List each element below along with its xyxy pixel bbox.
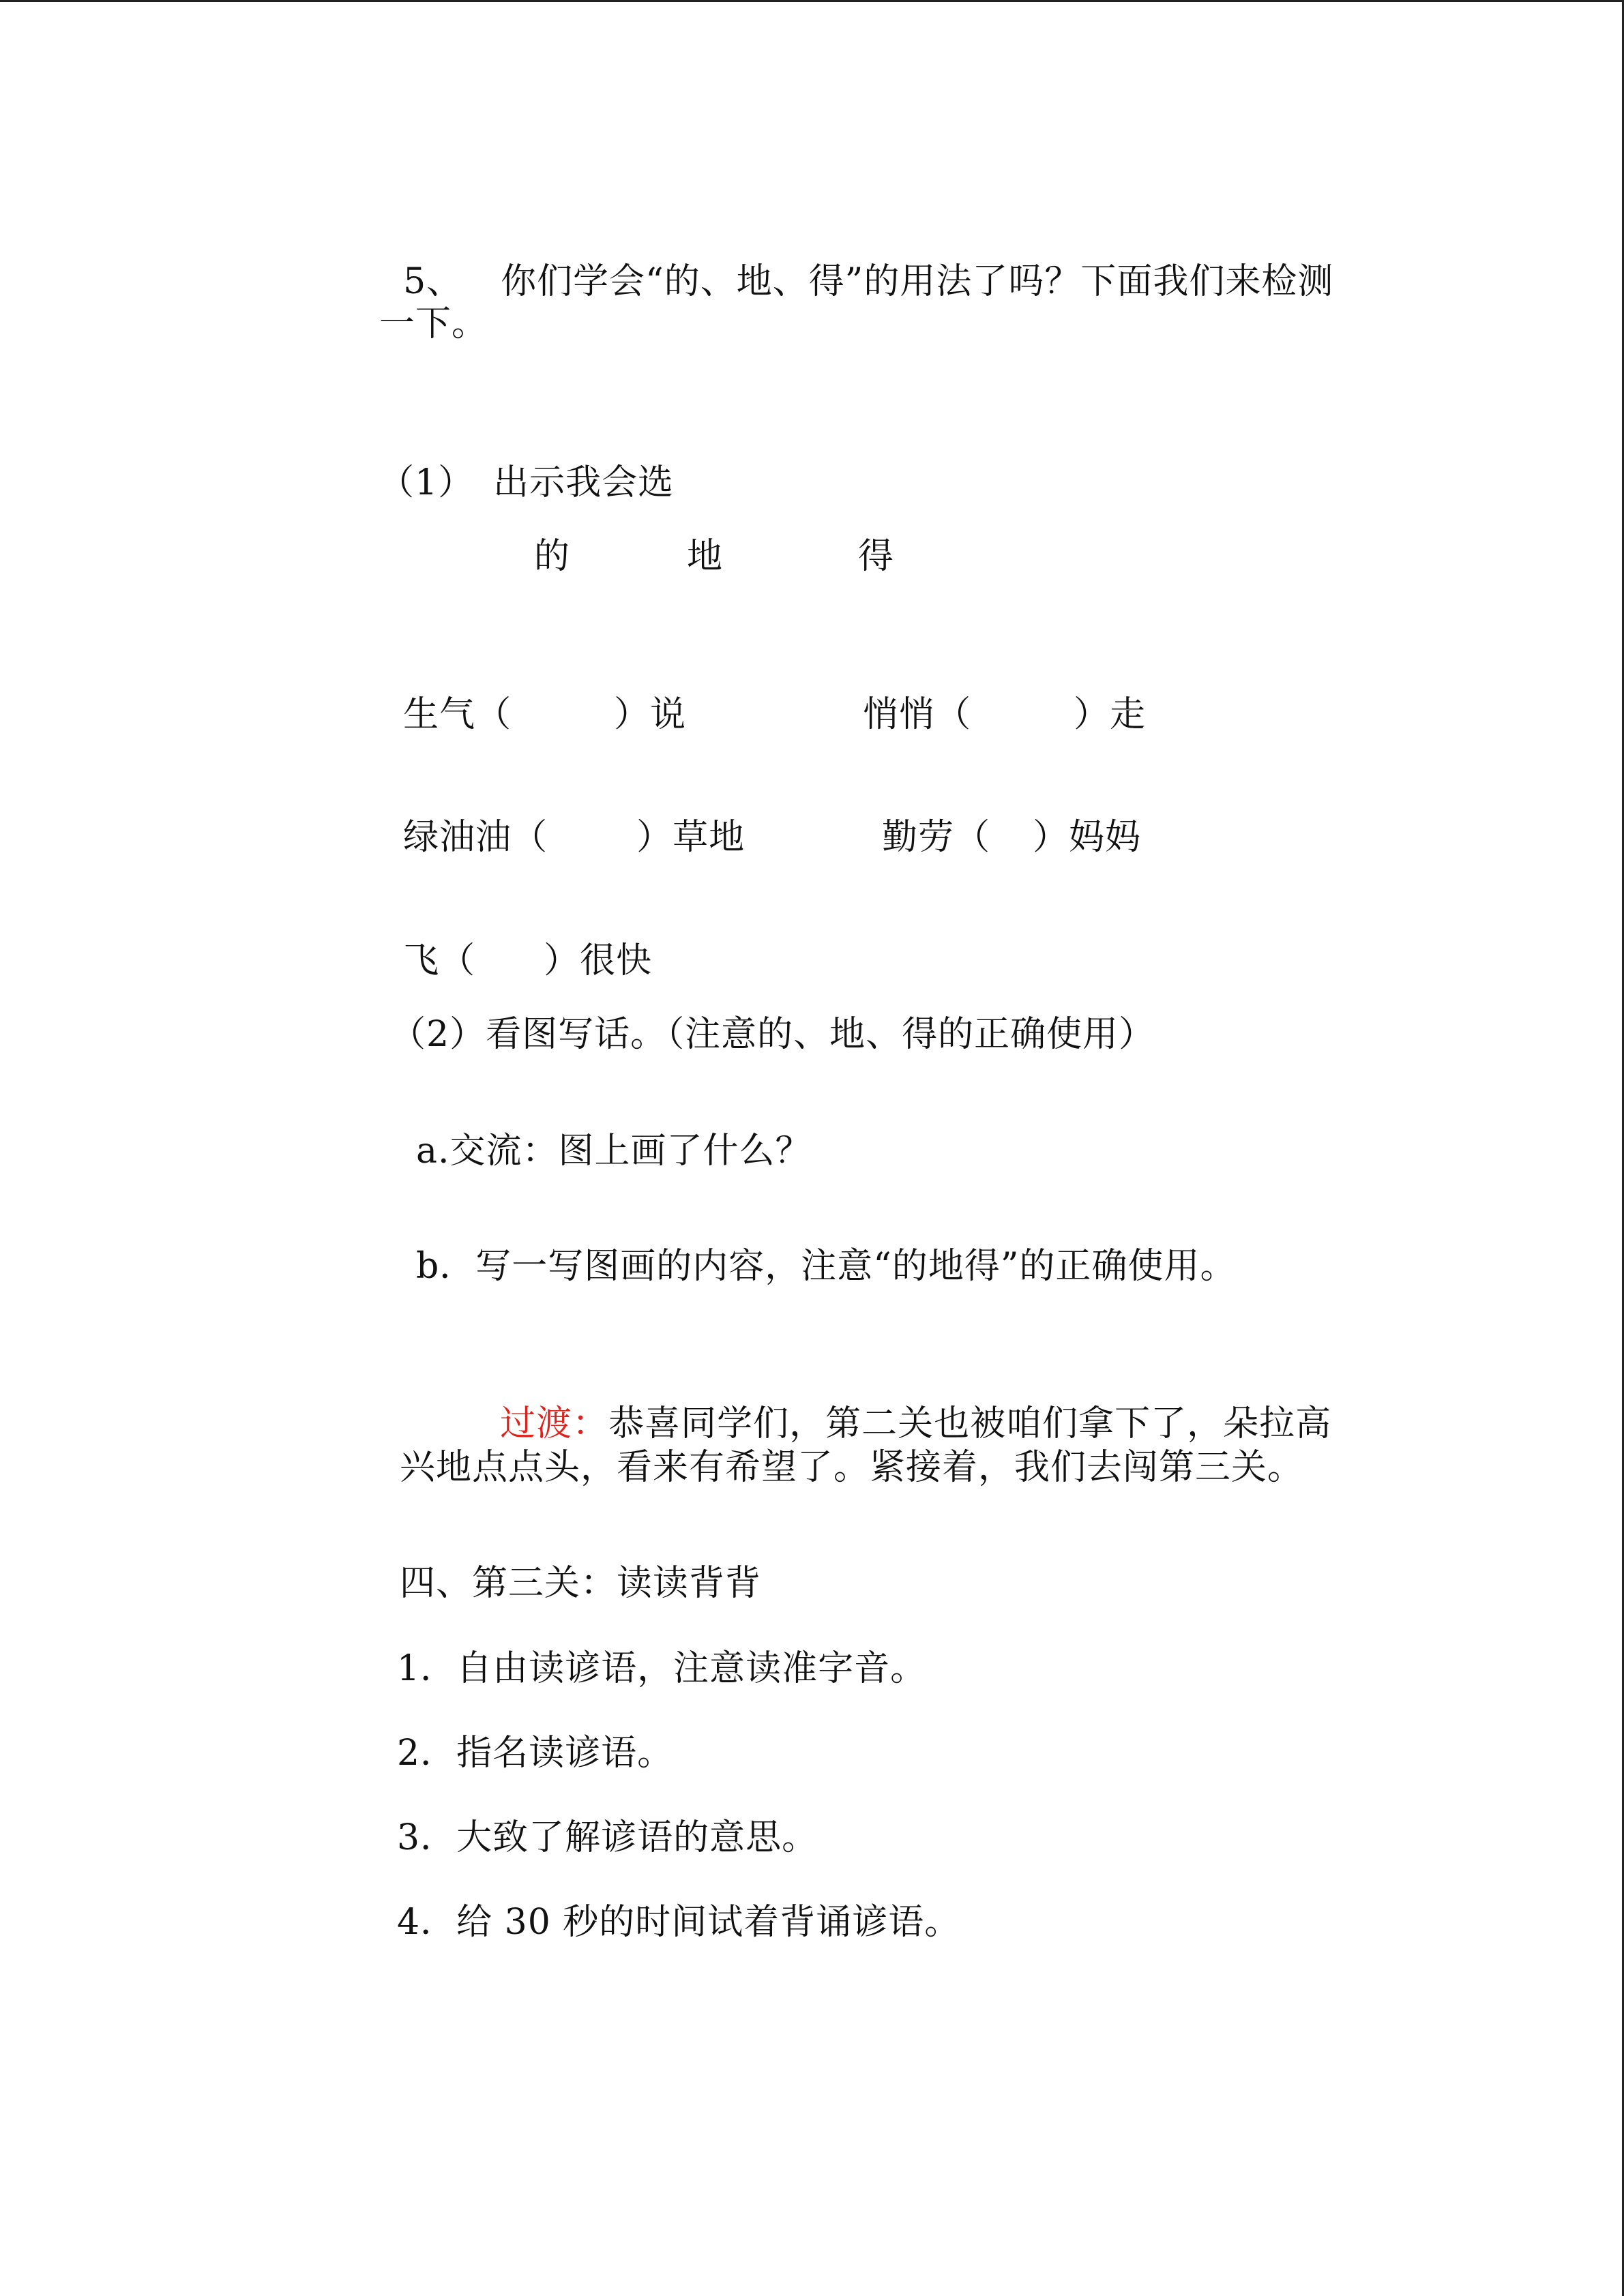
fill-item-4 <box>858 774 1141 859</box>
fill-item-4-pre: 勤劳（ <box>882 817 991 858</box>
transition-text-1: 恭喜同学们，第二关也被咱们拿下了，朵拉高 <box>608 1403 1332 1444</box>
fill-item-3-pre: 绿油油（ <box>403 817 548 858</box>
section-4-step-2: 2．指名读谚语。 <box>397 1733 674 1774</box>
choice-de-3: 得 <box>858 536 895 577</box>
part-1-label: （1） <box>379 462 475 503</box>
section-4-step-4: 4．给 30 秒的时间试着背诵谚语。 <box>397 1902 961 1943</box>
fill-item-1 <box>379 651 686 736</box>
question-5-line-2: 一下。 <box>379 303 488 344</box>
fill-item-4-post: ）妈妈 <box>1033 817 1142 858</box>
part-1-heading <box>355 419 674 504</box>
fill-item-3-post: ）草地 <box>636 817 745 858</box>
part-1-text: 出示我会选 <box>493 462 675 503</box>
section-4-step-3: 3．大致了解谚语的意思。 <box>397 1817 818 1858</box>
fill-item-1-pre: 生气（ <box>403 694 512 735</box>
fill-item-2-pre: 悄悄（ <box>863 694 972 735</box>
fill-item-5-pre: 飞（ <box>403 940 476 981</box>
question-5-text: 你们学会“的、地、得”的用法了吗？下面我们来检测 <box>501 261 1334 302</box>
fill-item-5 <box>379 897 652 982</box>
choice-de-2: 地 <box>687 536 724 577</box>
part-2b: b．写一写图画的内容，注意“的地得”的正确使用。 <box>416 1246 1237 1287</box>
transition-line-1 <box>476 1360 1331 1445</box>
part-2-heading: （2）看图写话。（注意的、地、得的正确使用） <box>390 1014 1155 1055</box>
fill-item-5-post: ）很快 <box>544 940 653 981</box>
fill-item-2 <box>839 651 1146 736</box>
fill-item-1-post: ）说 <box>614 694 687 735</box>
transition-label: 过渡： <box>500 1403 609 1444</box>
question-5-line-1 <box>379 218 1333 303</box>
fill-item-2-post: ）走 <box>1074 694 1147 735</box>
question-5-number: 5、 <box>403 261 463 302</box>
transition-line-2: 兴地点点头，看来有希望了。紧接着，我们去闯第三关。 <box>400 1447 1304 1488</box>
part-2a: a.交流：图上画了什么？ <box>416 1131 812 1172</box>
choice-de-1: 的 <box>534 536 571 577</box>
section-4-step-1: 1．自由读谚语，注意读准字音。 <box>397 1648 927 1689</box>
section-4-title: 四、第三关：读读背背 <box>400 1563 762 1604</box>
fill-item-3 <box>379 774 745 859</box>
